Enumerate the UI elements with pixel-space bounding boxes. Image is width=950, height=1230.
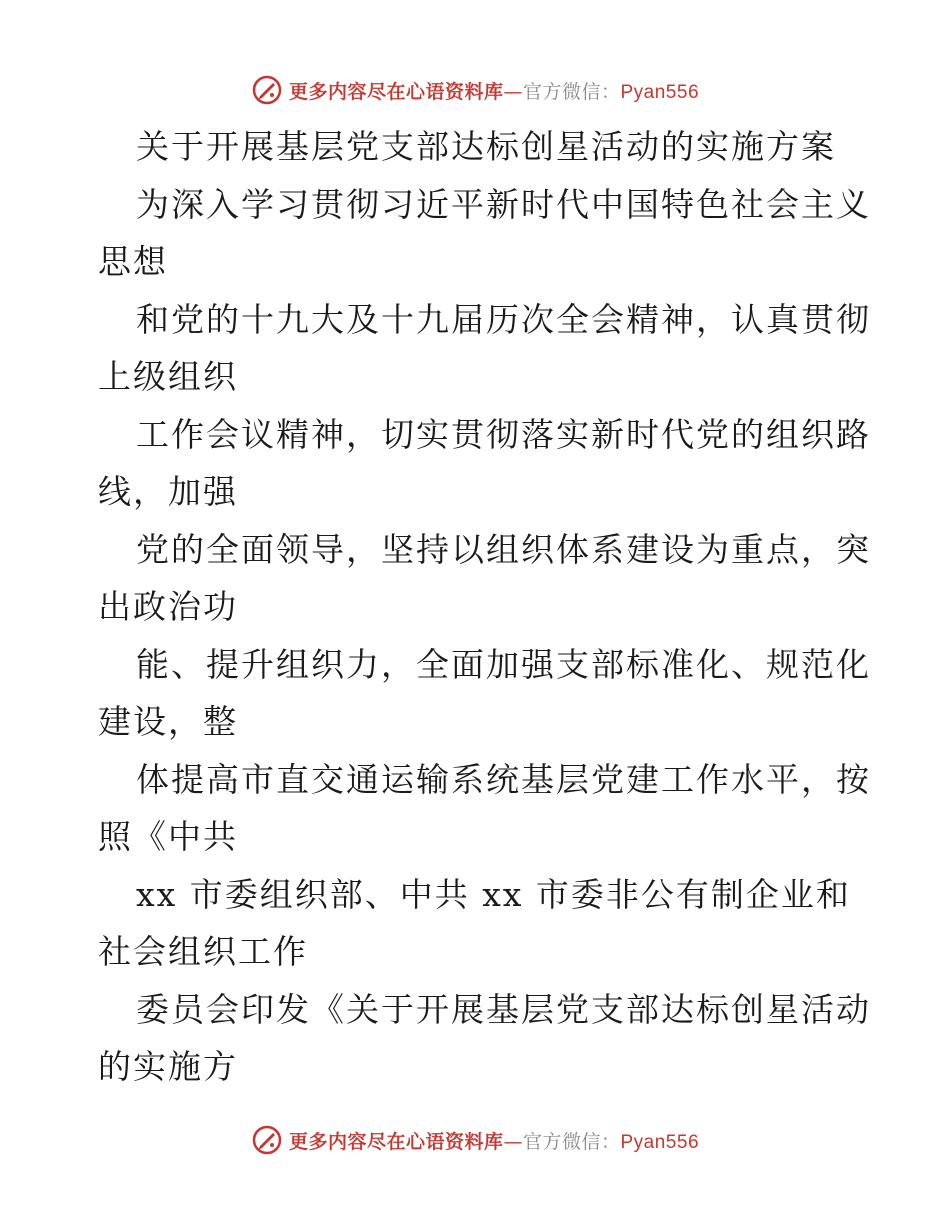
paragraph-line: 上级组织 bbox=[98, 357, 238, 396]
watermark-text bbox=[289, 77, 699, 104]
paragraph-line: 照《中共 bbox=[98, 817, 238, 856]
official-label: 官方微信： bbox=[522, 1130, 621, 1153]
paragraph-line: 体提高市直交通运输系统基层党建工作水平，按 bbox=[136, 759, 871, 799]
paragraph-line: 建设，整 bbox=[98, 702, 238, 741]
paragraph-line: 为深入学习贯彻习近平新时代中国特色社会主义 bbox=[136, 184, 871, 224]
footer-watermark bbox=[0, 1120, 950, 1160]
watermark-text bbox=[289, 1127, 699, 1154]
quill-seal-icon bbox=[251, 1124, 283, 1156]
paragraph-line: 党的全面领导，坚持以组织体系建设为重点，突 bbox=[136, 529, 871, 569]
paragraph-line: 和党的十九大及十九届历次全会精神，认真贯彻 bbox=[136, 299, 871, 339]
official-label: 官方微信： bbox=[522, 80, 621, 103]
paragraph-line: 能、提升组织力，全面加强支部标准化、规范化 bbox=[136, 644, 871, 684]
paragraph-line: xx 市委组织部、中共 xx 市委非公有制企业和 bbox=[136, 874, 851, 914]
paragraph-line: 的实施方 bbox=[98, 1047, 238, 1086]
separator: — bbox=[503, 1130, 523, 1153]
paragraph-line: 委员会印发《关于开展基层党支部达标创星活动 bbox=[136, 989, 871, 1029]
paragraph-line: 线，加强 bbox=[98, 472, 238, 511]
document-title: 关于开展基层党支部达标创星活动的实施方案 bbox=[136, 127, 836, 166]
paragraph-line: 出政治功 bbox=[98, 587, 238, 626]
wechat-id: Pyan556 bbox=[620, 81, 700, 103]
header-watermark bbox=[0, 70, 950, 110]
separator: — bbox=[503, 80, 523, 103]
paragraph-line: 社会组织工作 bbox=[98, 932, 308, 971]
quill-seal-icon bbox=[251, 74, 283, 106]
paragraph-line: 思想 bbox=[98, 242, 168, 281]
wechat-id: Pyan556 bbox=[620, 1131, 700, 1153]
promo-text: 更多内容尽在心语资料库 bbox=[288, 80, 504, 103]
promo-text: 更多内容尽在心语资料库 bbox=[288, 1130, 504, 1153]
document-body bbox=[98, 118, 871, 1096]
paragraph-line: 工作会议精神，切实贯彻落实新时代党的组织路 bbox=[136, 414, 871, 454]
